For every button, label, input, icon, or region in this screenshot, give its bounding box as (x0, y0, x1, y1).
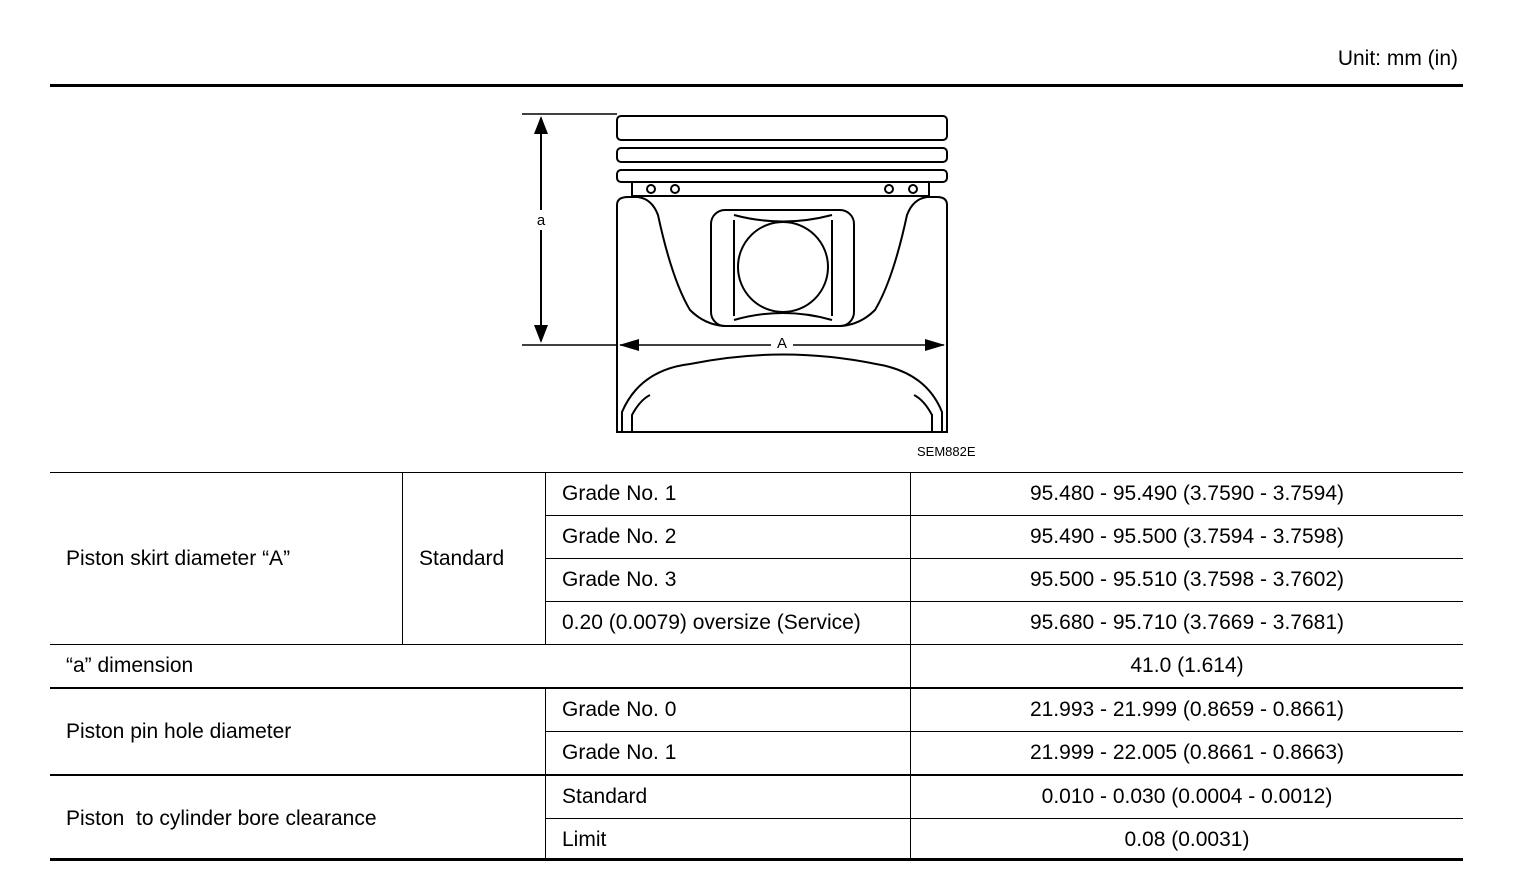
grade-cell: Grade No. 0 (546, 688, 911, 732)
pin-hole (738, 222, 828, 312)
skirt-category-cell: Standard (403, 473, 546, 645)
ring-land-third (617, 170, 947, 182)
value-cell: 0.010 - 0.030 (0.0004 - 0.0012) (911, 775, 1464, 819)
value-cell: 95.480 - 95.490 (3.7590 - 3.7594) (911, 473, 1464, 516)
grade-cell: Limit (546, 819, 911, 862)
piston-skirt (617, 197, 947, 432)
value-cell: 21.993 - 21.999 (0.8659 - 0.8661) (911, 688, 1464, 732)
skirt-lower-arc (622, 355, 942, 433)
grade-cell: Grade No. 3 (546, 559, 911, 602)
table-row (50, 775, 1463, 819)
ring-land-second (617, 148, 947, 162)
dimension-A-label: A (776, 335, 788, 352)
value-cell: 95.680 - 95.710 (3.7669 - 3.7681) (911, 602, 1464, 645)
top-rule (50, 84, 1463, 87)
a-dimension-item-cell: “a” dimension (50, 645, 911, 689)
boss-bottom-curve (734, 313, 832, 320)
bottom-rule (50, 858, 1463, 861)
arrow-down-icon (534, 325, 548, 343)
value-cell: 95.490 - 95.500 (3.7594 - 3.7598) (911, 516, 1464, 559)
grade-cell: 0.20 (0.0079) oversize (Service) (546, 602, 911, 645)
grade-cell: Grade No. 2 (546, 516, 911, 559)
arrow-left-icon (619, 339, 639, 351)
value-cell: 95.500 - 95.510 (3.7598 - 3.7602) (911, 559, 1464, 602)
piston-spec-table (50, 472, 1463, 861)
value-cell: 41.0 (1.614) (911, 645, 1464, 689)
grade-cell: Standard (546, 775, 911, 819)
grade-cell: Grade No. 1 (546, 732, 911, 776)
arrow-up-icon (534, 116, 548, 134)
grade-cell: Grade No. 1 (546, 473, 911, 516)
value-cell: 0.08 (0.0031) (911, 819, 1464, 862)
skirt-item-cell: Piston skirt diameter “A” (50, 473, 403, 645)
figure-code: SEM882E (917, 444, 976, 459)
arrow-right-icon (925, 339, 945, 351)
piston-diagram (500, 100, 1000, 470)
value-cell: 21.999 - 22.005 (0.8661 - 0.8663) (911, 732, 1464, 776)
table-row (50, 688, 1463, 732)
clearance-item-cell: Piston to cylinder bore clearance (50, 775, 546, 861)
dimension-a-label: a (536, 212, 546, 229)
pin-hole-item-cell: Piston pin hole diameter (50, 688, 546, 775)
boss-top-curve (734, 215, 832, 222)
table-row (50, 645, 1463, 689)
ring-land-top (617, 116, 947, 140)
unit-label: Unit: mm (in) (1337, 47, 1458, 70)
table-row (50, 473, 1463, 516)
